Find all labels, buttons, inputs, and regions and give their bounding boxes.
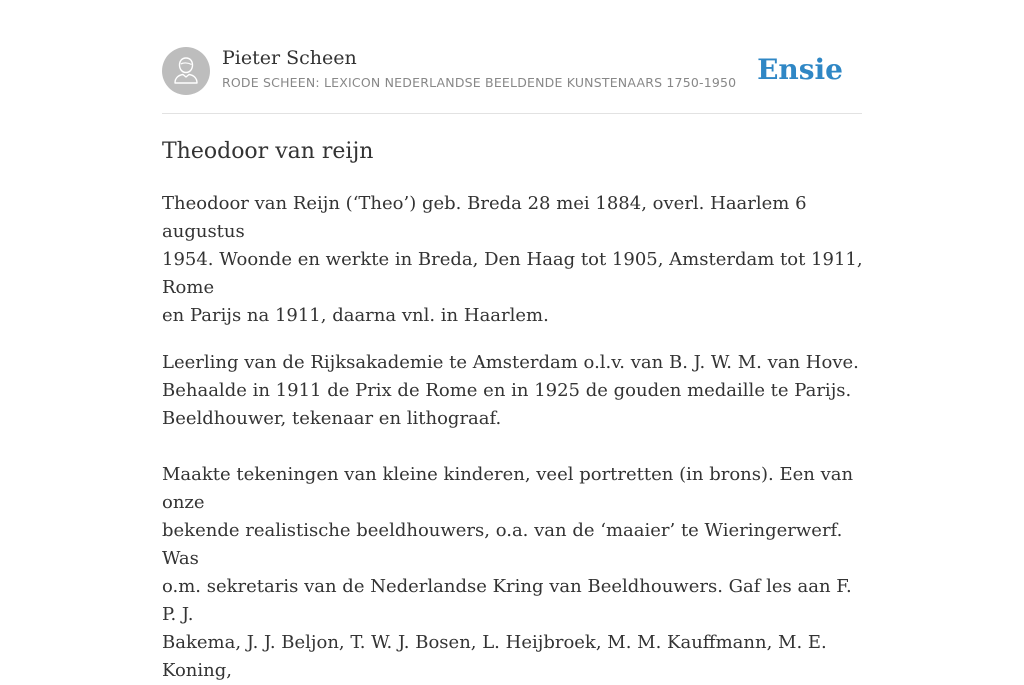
article-header bbox=[162, 47, 862, 95]
article-paragraph: Leerling van de Rijksakademie te Amsterdam o.l.v. van B. J. W. M. van Hove. Behaalde in 1911 de Prix de Rome en in 1925 de gouden medaille te Parijs. Beeldhouwer, tekenaar en lithograaf. bbox=[162, 352, 859, 429]
header-divider bbox=[162, 113, 862, 114]
article-paragraph: Maakte tekeningen van kleine kinderen, veel portretten (in brons). Een van onze bekende realistische beeldhouwers, o.a. van de ‘maaier’ te Wieringerwerf. Was o.m. sekretaris van de Nederlandse Kring van Beeldhouwers. Gaf les aan F. P. J. Bakema, J. J. Beljon, T. W. J. Bosen, L. Heijbroek, M. M. Kauffmann, M. E. Koning, bbox=[162, 464, 854, 681]
author-name[interactable]: Pieter Scheen bbox=[222, 47, 357, 69]
ensie-logo[interactable]: Ensie bbox=[757, 53, 843, 86]
avatar[interactable] bbox=[162, 47, 210, 95]
article-body bbox=[162, 190, 866, 685]
article-paragraph: Theodoor van Reijn (‘Theo’) geb. Breda 28 mei 1884, overl. Haarlem 6 augustus 1954. Woonde en werkte in Breda, Den Haag tot 1905, Amsterdam tot 1911, Rome en Parijs na 1911, daarna vnl. in Haarlem. bbox=[162, 193, 863, 326]
author-source: RODE SCHEEN: LEXICON NEDERLANDSE BEELDENDE KUNSTENAARS 1750-1950 bbox=[222, 75, 737, 90]
user-icon bbox=[162, 47, 210, 95]
page-title: Theodoor van reijn bbox=[162, 139, 374, 164]
